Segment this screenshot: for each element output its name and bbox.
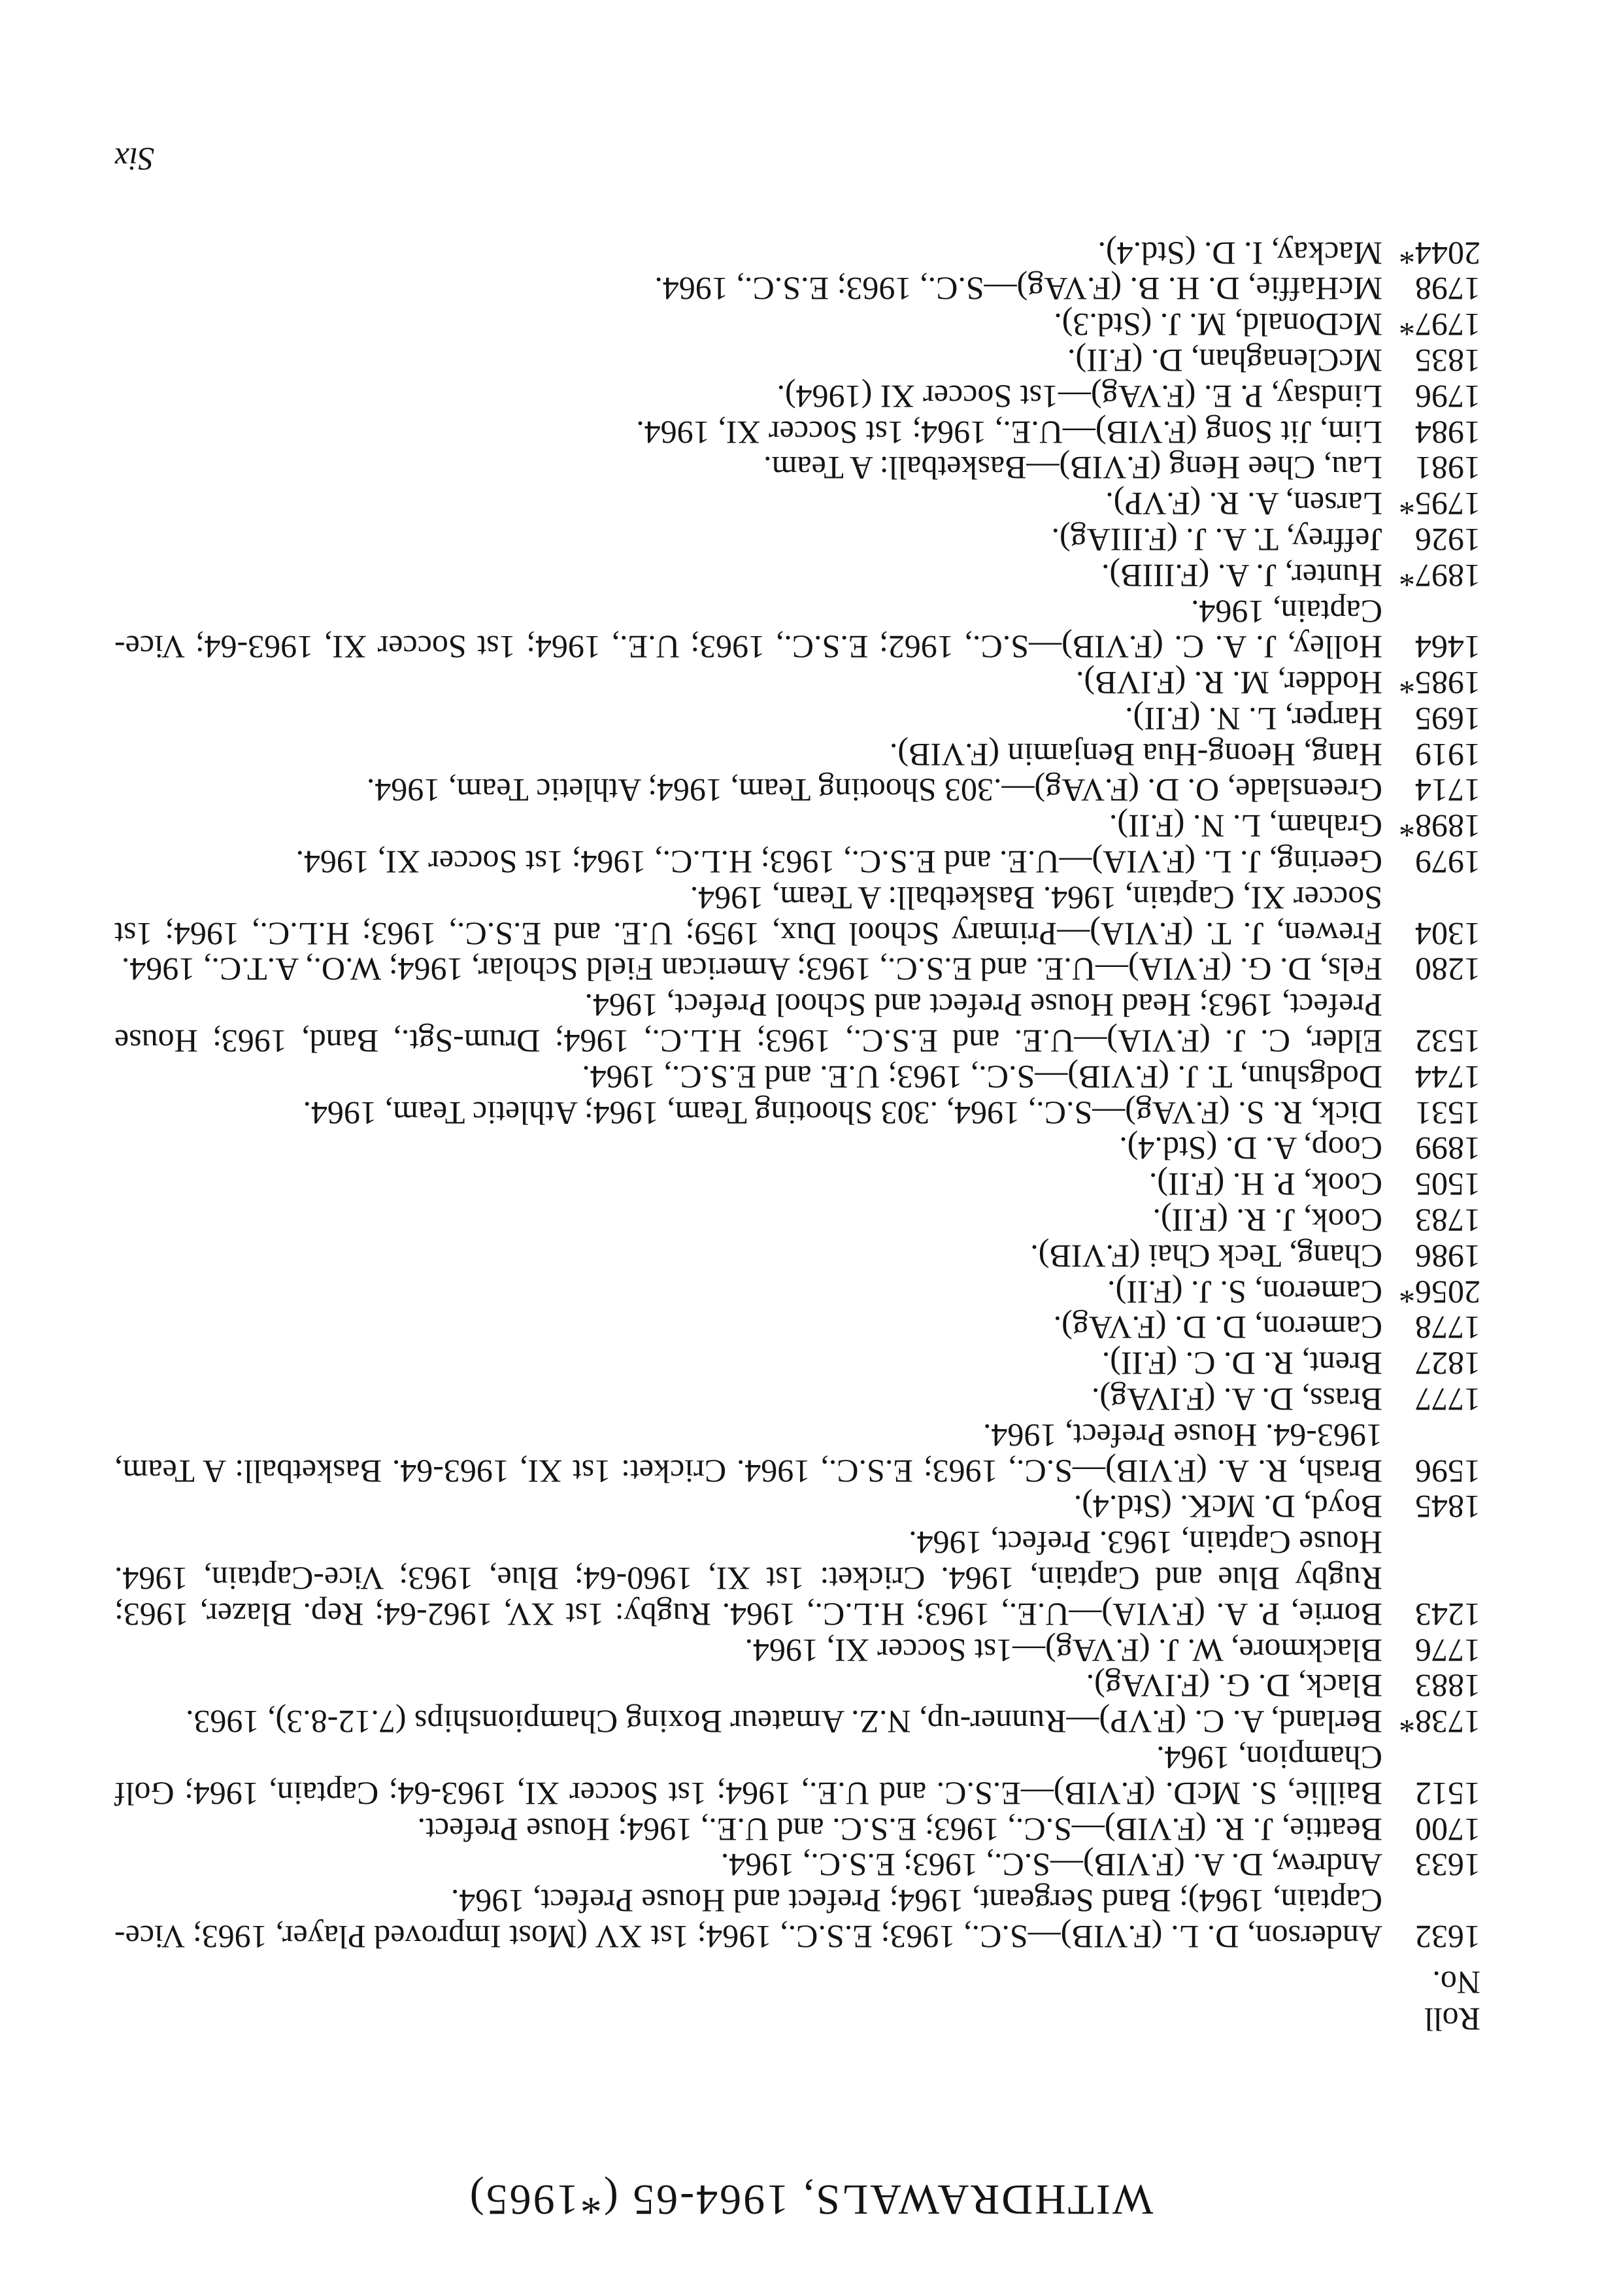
entry-text: Larsen, A. R. (F.VP). (1105, 486, 1382, 523)
list-item (114, 1812, 1480, 1848)
entry-text: Coop, A. D. (Std.4). (1119, 1130, 1382, 1168)
roll-number: 1883 (1415, 1668, 1480, 1705)
roll-number: 1512 (1415, 1775, 1480, 1812)
list-item (114, 1345, 1480, 1381)
roll-number: 1898* (1399, 808, 1480, 845)
entry-text: McClenaghan, D. (F.II). (1067, 342, 1382, 379)
list-item (114, 271, 1480, 307)
entry-text: Hunter, J. A. (F.IIIB). (1101, 557, 1382, 594)
roll-number: 1738* (1399, 1704, 1480, 1741)
entry-text: Hang, Heong-Hua Benjamin (F.VIB). (889, 736, 1382, 773)
roll-number: 1845 (1415, 1489, 1480, 1526)
list-item (114, 844, 1480, 880)
list-item (114, 522, 1480, 558)
entry-text: Beattie, J. R. (F.VIB)—S.C., 1963; E.S.C. and U.E., 1964; House Prefect. (417, 1811, 1382, 1848)
roll-number: 1926 (1415, 521, 1480, 558)
roll-number: 1981 (1415, 450, 1480, 487)
list-item (114, 880, 1480, 952)
roll-number: 1464 (1415, 629, 1480, 666)
list-item (114, 701, 1480, 737)
roll-number: 1986 (1415, 1238, 1480, 1275)
roll-number: 1985* (1399, 665, 1480, 702)
list-item (114, 1131, 1480, 1167)
entry-text: Lindsay, P. E. (F.VAg)—1st Soccer XI (1964). (777, 378, 1382, 415)
list-item (114, 665, 1480, 701)
roll-number: 1796 (1415, 378, 1480, 415)
list-item (114, 1668, 1480, 1704)
entry-text: Berland, A. C. (F.VP)—Runner-up, N.Z. Amateur Boxing Championships (7.12-8.3), 1963. (186, 1704, 1382, 1741)
roll-number: 1797* (1399, 307, 1480, 344)
roll-number: 1304 (1415, 915, 1480, 953)
list-item (114, 1166, 1480, 1202)
list-item (114, 486, 1480, 522)
entry-text: Cameron, S. J. (F.II). (1107, 1274, 1382, 1311)
entry-text: Brash, R. A. (F.VIB)—S.C., 1963; E.S.C., 1964. Cricket: 1st XI, 1963-64. Basketball: A Team, 1963-64. House Prefect, 1964. (114, 1417, 1382, 1490)
list-item (114, 1238, 1480, 1274)
list-item (114, 1059, 1480, 1095)
list-item (114, 1310, 1480, 1346)
roll-number: 2056* (1399, 1274, 1480, 1311)
roll-number: 1632 (1415, 1919, 1480, 1955)
entry-text: Dodgshun, T. J. (F.VIB)—S.C., 1963; U.E. and E.S.C., 1964. (582, 1058, 1382, 1096)
roll-number: 1596 (1415, 1453, 1480, 1490)
entry-text: Cook, P. H. (F.II). (1148, 1166, 1382, 1204)
entry-text: Cameron, D. D. (F.VAg). (1053, 1309, 1382, 1347)
entry-text: Baillie, S. McD. (F.VIB)—E.S.C. and U.E., 1964; 1st Soccer XI, 1963-64; Captain, 1964; Golf Champion, 1964. (114, 1740, 1382, 1812)
entry-text: Black, D. G. (F.IVAg). (1086, 1668, 1382, 1705)
list-item (114, 737, 1480, 773)
roll-number: 1700 (1415, 1811, 1480, 1848)
entry-text: Graham, L. N. (F.II). (1109, 808, 1382, 845)
roll-header-line-1: Roll (1424, 2001, 1480, 2038)
list-item (114, 1632, 1480, 1668)
page-number: Six (114, 141, 155, 178)
entry-text: Holley, J. A. C. (F.VIB)—S.C., 1962; E.S.C., 1963; U.E., 1964; 1st Soccer XI, 1963-64; Vice-Captain, 1964. (114, 593, 1382, 666)
roll-number: 1835 (1415, 342, 1480, 379)
roll-number: 1778 (1415, 1309, 1480, 1347)
roll-number: 1532 (1415, 1023, 1480, 1060)
page-title: WITHDRAWALS, 1964-65 (*1965) (467, 2176, 1154, 2223)
roll-number: 1798 (1415, 271, 1480, 308)
list-item (114, 952, 1480, 988)
roll-number: 1827 (1415, 1345, 1480, 1383)
list-item (114, 1489, 1480, 1525)
entry-text: Geering, J. L. (F.VIA)—U.E. and E.S.C., 1963; H.L.C., 1964; 1st Soccer XI, 1964. (295, 844, 1382, 881)
entry-text: Fels, D. G. (F.VIA)—U.E. and E.S.C., 1963; American Field Scholar, 1964; W.O., A.T.C., 1964. (121, 951, 1382, 988)
list-item (114, 343, 1480, 379)
roll-number: 2044* (1399, 235, 1480, 272)
roll-number: 1783 (1415, 1202, 1480, 1240)
entry-text: Lim, Jit Song (F.VIB)—U.E., 1964; 1st Soccer XI, 1964. (636, 414, 1382, 451)
list-item (114, 558, 1480, 594)
entry-text: McDonald, M. J. (Std.3). (1054, 307, 1382, 344)
entry-text: Andrew, D. A. (F.VIB)—S.C., 1963; E.S.C., 1964. (720, 1847, 1382, 1884)
roll-number: 1243 (1415, 1596, 1480, 1633)
entry-text: Chang, Teck Chai (F.VIB). (1030, 1238, 1382, 1275)
roll-number: 1714 (1415, 772, 1480, 809)
list-item (114, 1274, 1480, 1310)
roll-number: 1280 (1415, 951, 1480, 988)
roll-number: 1979 (1415, 844, 1480, 881)
entry-text: Blackmore, W. J. (F.VAg)—1st Soccer XI, 1964. (744, 1632, 1382, 1669)
list-item (114, 235, 1480, 271)
roll-number: 1776 (1415, 1632, 1480, 1669)
list-item (114, 1704, 1480, 1740)
roll-number: 1919 (1415, 736, 1480, 773)
list-item (114, 379, 1480, 414)
list-item (114, 1525, 1480, 1632)
roll-number: 1777 (1415, 1381, 1480, 1419)
entry-text: Elder, C. J. (F.VIA)—U.E. and E.S.C., 1963; H.L.C., 1964; Drum-Sgt., Band, 1963; House Prefect, 1963; Head House Prefect and School Prefect, 1964. (114, 987, 1382, 1060)
list-item (114, 1848, 1480, 1883)
entry-text: Greenslade, O. D. (F.VAg)—.303 Shooting Team, 1964; Athletic Team, 1964. (366, 772, 1382, 809)
roll-number: 1795* (1399, 486, 1480, 523)
entry-text: Mackay, I. D. (Std.4). (1097, 235, 1382, 272)
list-item (114, 1417, 1480, 1489)
entry-text: McHaffie, D. H. B. (F.VAg)—S.C., 1963; E.S.C., 1964. (654, 271, 1382, 308)
entry-text: Cook, J. R. (F.II). (1152, 1202, 1382, 1240)
entry-text: Harper, L. N. (F.II). (1125, 700, 1382, 737)
list-item (114, 450, 1480, 486)
roll-number: 1695 (1415, 700, 1480, 737)
entry-text: Hodder, M. R. (F.IVB). (1076, 665, 1382, 702)
entry-text: Brass, D. A. (F.IVAg). (1091, 1381, 1382, 1419)
list-item (114, 307, 1480, 343)
roll-number: 1633 (1415, 1847, 1480, 1884)
list-item (114, 1381, 1480, 1417)
roll-number: 1531 (1415, 1094, 1480, 1132)
entry-text: Borrie, P. A. (F.VIA)—U.E., 1963; H.L.C., 1964. Rugby: 1st XV, 1962-64; Rep. Blazer, 1963; Rugby Blue and Captain, 1964. Cricket: 1st XI, 1960-64; Blue, 1963; Vice-Captain, 1964. House Captain, 1963. Prefect, 1964. (114, 1525, 1382, 1633)
list-item (114, 1883, 1480, 1955)
entry-text: Frewen, J. T. (F.VIA)—Primary School Dux, 1959; U.E. and E.S.C., 1963; H.L.C., 1964; 1st Soccer XI, Captain, 1964. Basketball: A Team, 1964. (114, 879, 1382, 953)
withdrawals-list (114, 235, 1480, 1955)
roll-number: 1505 (1415, 1166, 1480, 1204)
entry-text: Lau, Chee Heng (F.VIB)—Basketball: A Team. (763, 450, 1382, 487)
list-item (114, 414, 1480, 450)
entry-text: Brent, R. D. C. (F.II). (1101, 1345, 1382, 1383)
list-item (114, 1202, 1480, 1238)
roll-number-column-header (1424, 1965, 1480, 2038)
list-item (114, 1740, 1480, 1812)
roll-number: 1744 (1415, 1058, 1480, 1096)
entry-text: Jeffrey, T. A. J. (F.IIIAg). (1051, 521, 1382, 558)
entry-text: Dick, R. S. (F.VAg)—S.C., 1964, .303 Shooting Team, 1964; Athletic Team, 1964. (303, 1094, 1382, 1132)
roll-number: 1984 (1415, 414, 1480, 451)
list-item (114, 1095, 1480, 1131)
list-item (114, 987, 1480, 1059)
list-item (114, 594, 1480, 666)
entry-text: Anderson, D. L. (F.VIB)—S.C., 1963; E.S.C., 1964; 1st XV (Most Improved Player, 1963; Vice-Captain, 1964); Band Sergeant, 1964; Prefect and House Prefect, 1964. (114, 1883, 1382, 1955)
list-item (114, 809, 1480, 845)
roll-header-line-2: No. (1432, 1965, 1480, 2001)
entry-text: Boyd, D. McK. (Std.4). (1073, 1489, 1382, 1526)
roll-number: 1897* (1399, 557, 1480, 594)
roll-number: 1899 (1415, 1130, 1480, 1168)
list-item (114, 773, 1480, 809)
